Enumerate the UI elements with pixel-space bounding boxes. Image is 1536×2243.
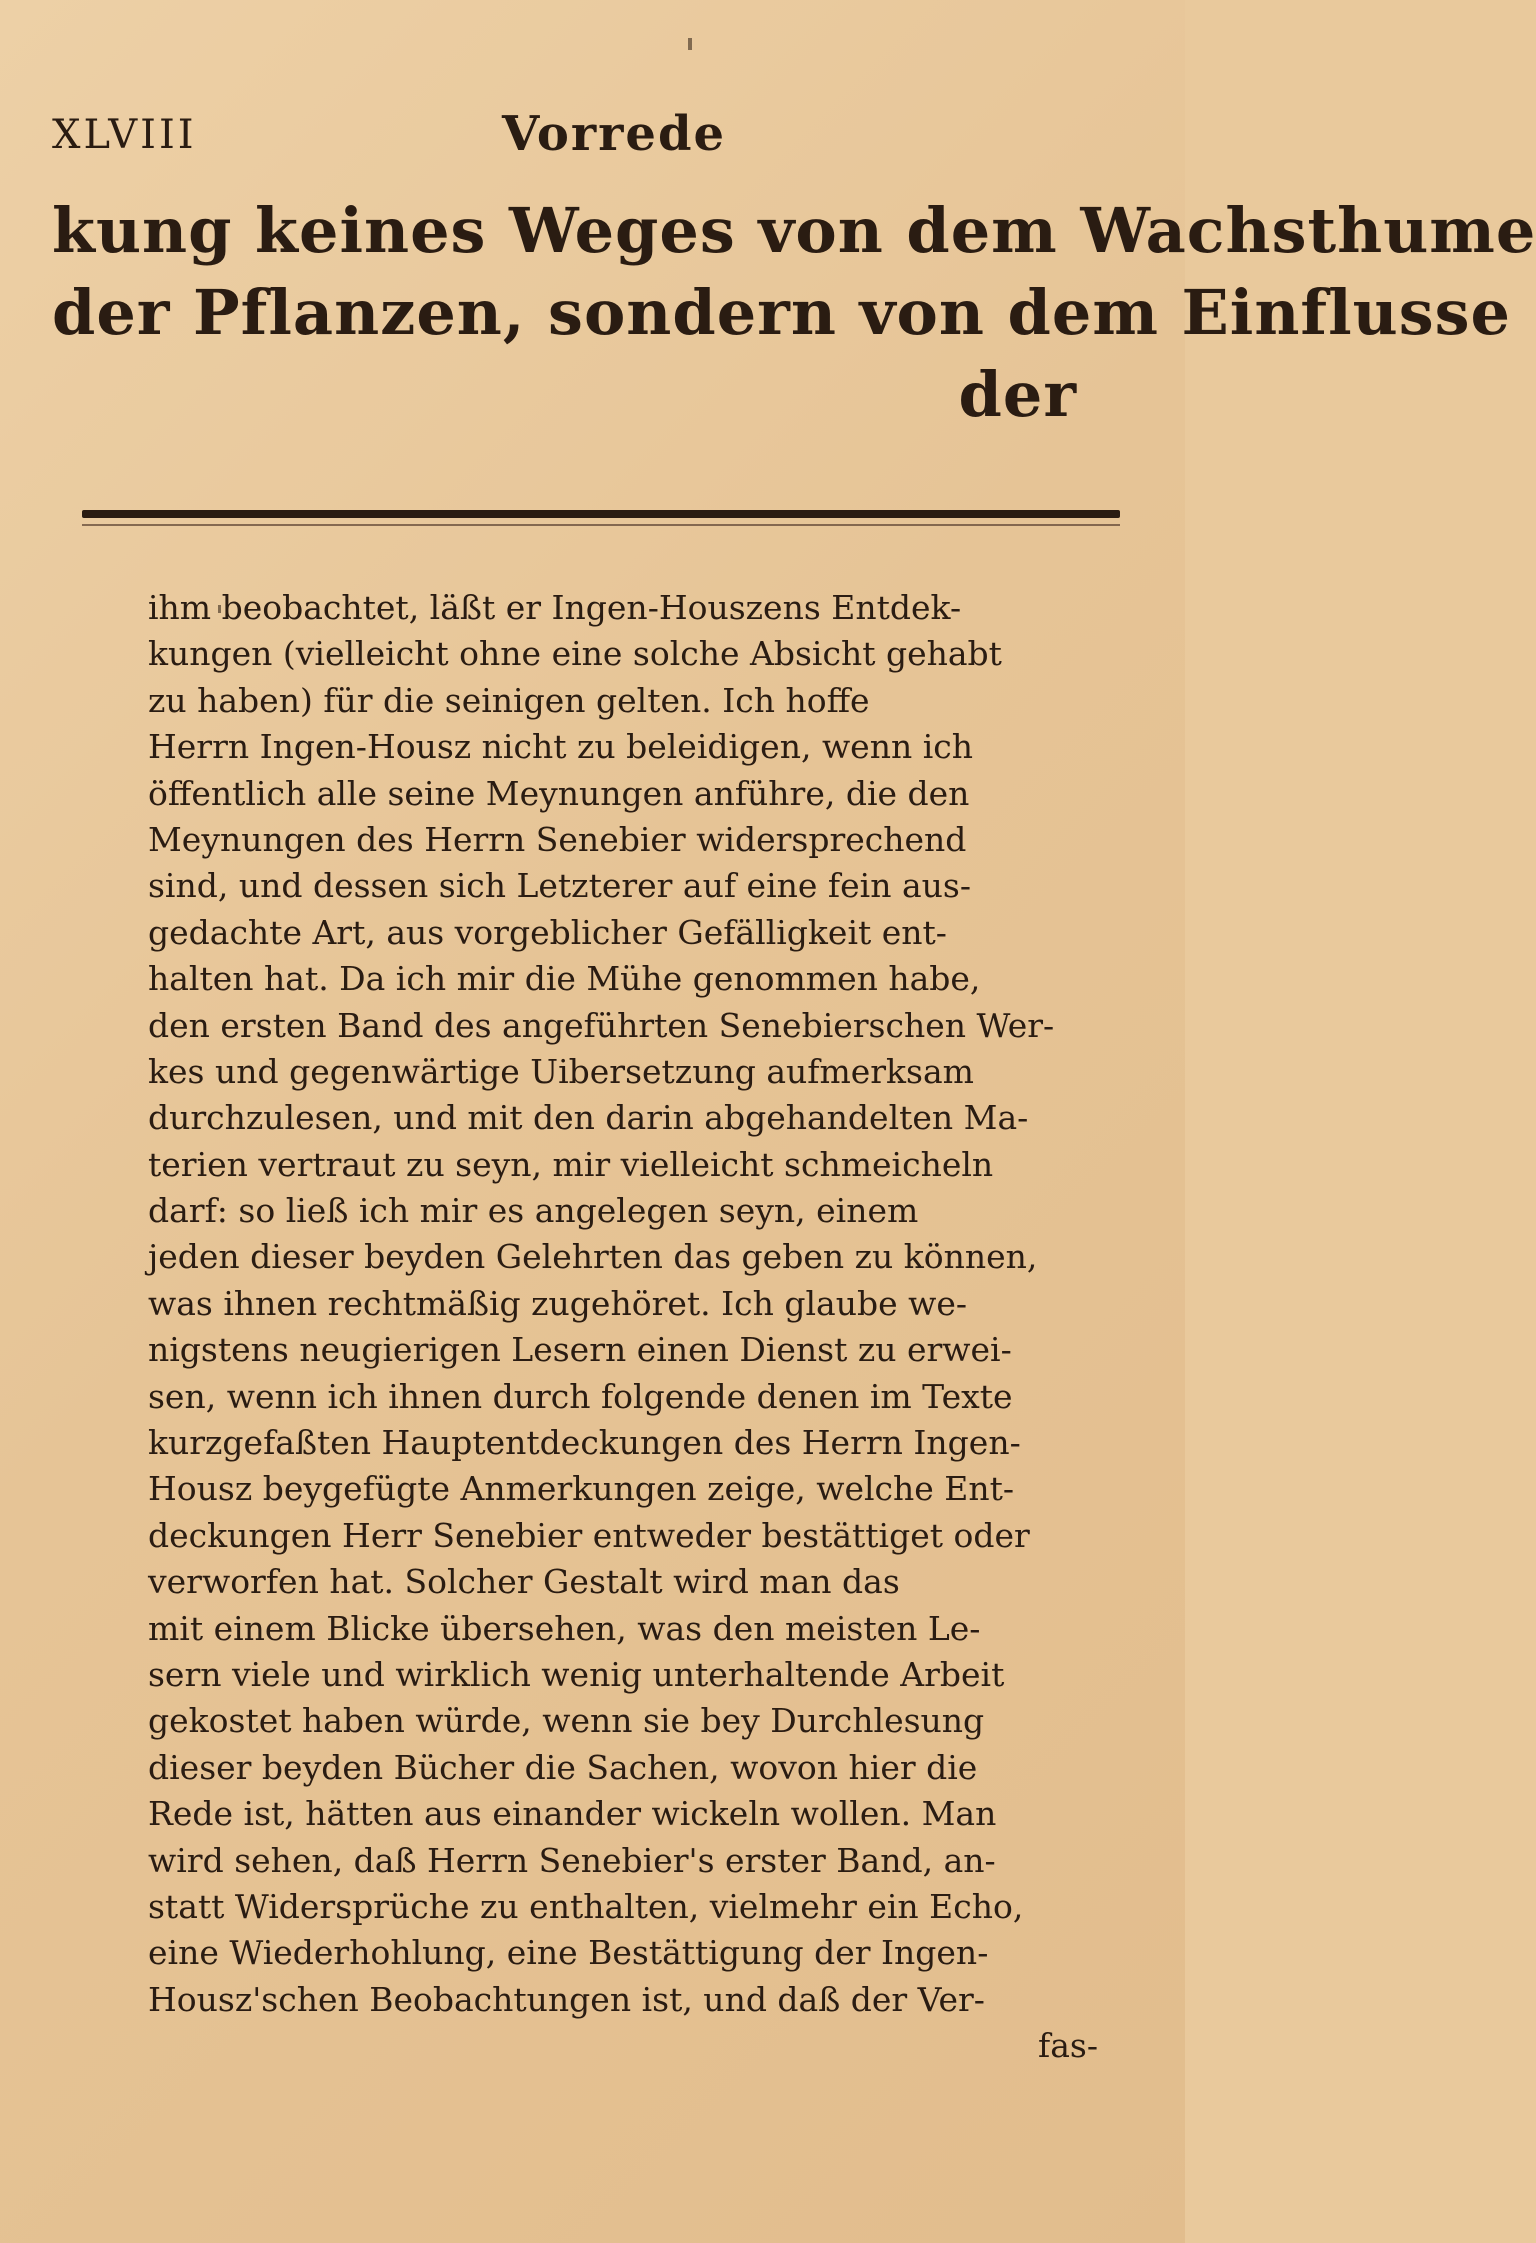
text-line: eine Wiederhohlung, eine Bestättigung der Ingen- bbox=[148, 1933, 989, 1973]
text-line: nigstens neugierigen Lesern einen Dienst zu erwei- bbox=[148, 1330, 1012, 1370]
text-line: kungen (vielleicht ohne eine solche Absicht gehabt bbox=[148, 634, 1002, 674]
text-line: der Pflanzen, sondern von dem Einflusse bbox=[52, 276, 1511, 349]
text-line: sern viele und wirklich wenig unterhaltende Arbeit bbox=[148, 1654, 1005, 1694]
text-line: jeden dieser beyden Gelehrten das geben zu können, bbox=[148, 1237, 1038, 1277]
section-divider-thin bbox=[82, 524, 1120, 526]
catchword: fas- bbox=[1038, 2026, 1098, 2066]
text-line: verworfen hat. Solcher Gestalt wird man das bbox=[148, 1562, 900, 1602]
text-line: gekostet haben würde, wenn sie bey Durchlesung bbox=[148, 1701, 985, 1741]
text-line: halten hat. Da ich mir die Mühe genommen habe, bbox=[148, 959, 981, 999]
catchword: der bbox=[958, 358, 1077, 431]
previous-section-text bbox=[52, 190, 1536, 436]
paper-speck bbox=[688, 38, 692, 50]
text-line: kes und gegenwärtige Uibersetzung aufmerksam bbox=[148, 1051, 974, 1091]
text-line: Herrn Ingen-Housz nicht zu beleidigen, wenn ich bbox=[148, 727, 973, 767]
text-line: Rede ist, hätten aus einander wickeln wollen. Man bbox=[148, 1794, 997, 1834]
text-line: terien vertraut zu seyn, mir vielleicht schmeicheln bbox=[148, 1144, 994, 1184]
text-line: mit einem Blicke übersehen, was den meisten Le- bbox=[148, 1608, 981, 1648]
text-line: kung keines Weges von dem Wachsthume bbox=[52, 194, 1536, 267]
text-line: darf: so ließ ich mir es angelegen seyn, einem bbox=[148, 1191, 919, 1231]
section-divider bbox=[82, 510, 1120, 518]
page-header bbox=[52, 106, 1132, 172]
text-line: Meynungen des Herrn Senebier widersprechend bbox=[148, 819, 967, 859]
text-line: was ihnen rechtmäßig zugehöret. Ich glaube we- bbox=[148, 1283, 968, 1323]
text-line: deckungen Herr Senebier entweder bestättiget oder bbox=[148, 1515, 1030, 1555]
text-line: zu haben) für die seinigen gelten. Ich hoffe bbox=[148, 680, 870, 720]
text-line: wird sehen, daß Herrn Senebier's erster Band, an- bbox=[148, 1840, 996, 1880]
text-line: Housz'schen Beobachtungen ist, und daß der Ver- bbox=[148, 1979, 985, 2019]
running-title: Vorrede bbox=[502, 106, 727, 162]
text-line: durchzulesen, und mit den darin abgehandelten Ma- bbox=[148, 1098, 1029, 1138]
page-number: XLVIII bbox=[52, 112, 197, 158]
text-line: statt Widersprüche zu enthalten, vielmehr ein Echo, bbox=[148, 1886, 1024, 1926]
text-line: sen, wenn ich ihnen durch folgende denen im Texte bbox=[148, 1376, 1013, 1416]
text-line: gedachte Art, aus vorgeblicher Gefälligkeit ent- bbox=[148, 912, 947, 952]
text-line: kurzgefaßten Hauptentdeckungen des Herrn Ingen- bbox=[148, 1423, 1021, 1463]
text-line: öffentlich alle seine Meynungen anführe, die den bbox=[148, 773, 970, 813]
text-line: dieser beyden Bücher die Sachen, wovon hier die bbox=[148, 1747, 978, 1787]
body-text bbox=[148, 585, 1138, 2070]
text-line: sind, und dessen sich Letzterer auf eine fein aus- bbox=[148, 866, 971, 906]
text-line: Housz beygefügte Anmerkungen zeige, welche Ent- bbox=[148, 1469, 1015, 1509]
text-line: den ersten Band des angeführten Senebierschen Wer- bbox=[148, 1005, 1055, 1045]
text-line: ihm beobachtet, läßt er Ingen-Houszens Entdek- bbox=[148, 588, 962, 627]
